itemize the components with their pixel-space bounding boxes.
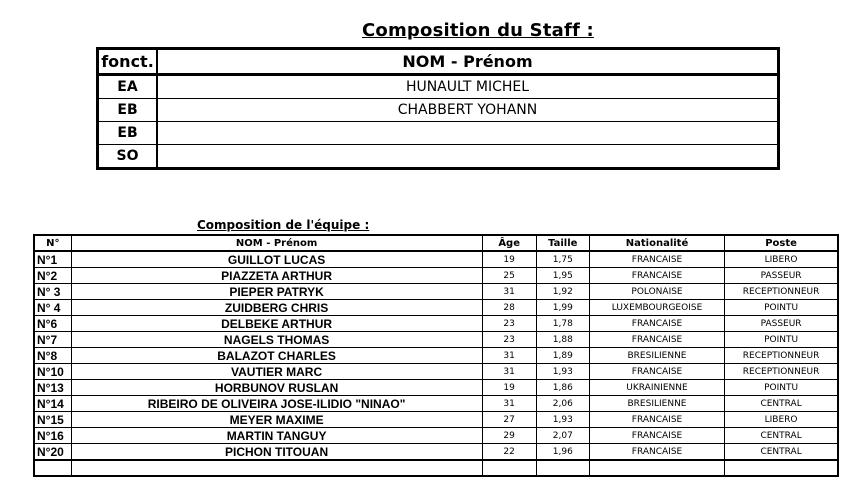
player-height: 1,88	[536, 332, 589, 348]
player-nationality: FRANCAISE	[589, 364, 724, 380]
table-row	[34, 348, 838, 364]
player-number: N° 4	[34, 300, 71, 316]
player-number: N° 3	[34, 284, 71, 300]
player-number: N°13	[34, 380, 71, 396]
player-nationality: UKRAINIENNE	[589, 380, 724, 396]
player-age: 31	[482, 284, 536, 300]
empty-cell	[589, 460, 724, 476]
team-table	[33, 234, 839, 477]
player-height: 1,96	[536, 444, 589, 461]
team-title: Composition de l'équipe :	[197, 218, 370, 232]
player-height: 1,75	[536, 251, 589, 268]
player-age: 19	[482, 380, 536, 396]
table-row	[34, 284, 838, 300]
player-nationality: FRANCAISE	[589, 251, 724, 268]
table-row	[34, 332, 838, 348]
table-row	[34, 396, 838, 412]
player-nationality: BRESILIENNE	[589, 396, 724, 412]
player-number: N°1	[34, 251, 71, 268]
player-position: RECEPTIONNEUR	[725, 348, 838, 364]
player-age: 31	[482, 348, 536, 364]
player-nationality: FRANCAISE	[589, 316, 724, 332]
empty-cell	[536, 460, 589, 476]
player-height: 1,78	[536, 316, 589, 332]
team-header-poste: Poste	[725, 235, 838, 251]
staff-fonction: SO	[98, 145, 158, 169]
player-height: 2,07	[536, 428, 589, 444]
staff-title: Composition du Staff :	[362, 20, 594, 41]
staff-row	[98, 145, 779, 169]
table-row	[34, 428, 838, 444]
player-number: N°6	[34, 316, 71, 332]
table-row	[34, 364, 838, 380]
player-height: 1,93	[536, 412, 589, 428]
staff-header-row	[98, 49, 779, 75]
player-height: 1,95	[536, 268, 589, 284]
player-height: 1,89	[536, 348, 589, 364]
player-name: PIEPER PATRYK	[71, 284, 482, 300]
player-nationality: FRANCAISE	[589, 332, 724, 348]
player-position: POINTU	[725, 380, 838, 396]
empty-cell	[34, 460, 71, 476]
player-nationality: FRANCAISE	[589, 268, 724, 284]
player-position: POINTU	[725, 300, 838, 316]
team-header-nationalite: Nationalité	[589, 235, 724, 251]
staff-fonction: EA	[98, 75, 158, 99]
staff-header-fonction: fonct.	[98, 49, 158, 75]
empty-row	[34, 460, 838, 476]
staff-nom	[157, 145, 779, 169]
player-age: 31	[482, 364, 536, 380]
team-header-num: N°	[34, 235, 71, 251]
player-number: N°14	[34, 396, 71, 412]
table-row	[34, 316, 838, 332]
player-position: LIBERO	[725, 251, 838, 268]
player-name: BALAZOT CHARLES	[71, 348, 482, 364]
player-nationality: POLONAISE	[589, 284, 724, 300]
player-position: CENTRAL	[725, 444, 838, 461]
team-header-nom: NOM - Prénom	[71, 235, 482, 251]
staff-header-nom: NOM - Prénom	[157, 49, 779, 75]
player-nationality: LUXEMBOURGEOISE	[589, 300, 724, 316]
table-row	[34, 251, 838, 268]
player-position: PASSEUR	[725, 268, 838, 284]
player-number: N°15	[34, 412, 71, 428]
player-name: ZUIDBERG CHRIS	[71, 300, 482, 316]
empty-cell	[71, 460, 482, 476]
player-position: RECEPTIONNEUR	[725, 284, 838, 300]
player-number: N°7	[34, 332, 71, 348]
player-name: GUILLOT LUCAS	[71, 251, 482, 268]
player-position: LIBERO	[725, 412, 838, 428]
player-height: 1,93	[536, 364, 589, 380]
staff-nom: CHABBERT YOHANN	[157, 99, 779, 122]
player-name: NAGELS THOMAS	[71, 332, 482, 348]
staff-nom	[157, 122, 779, 145]
staff-fonction: EB	[98, 122, 158, 145]
team-header-taille: Taille	[536, 235, 589, 251]
player-number: N°16	[34, 428, 71, 444]
staff-table	[96, 47, 780, 170]
player-height: 1,99	[536, 300, 589, 316]
player-name: VAUTIER MARC	[71, 364, 482, 380]
player-age: 31	[482, 396, 536, 412]
player-name: MEYER MAXIME	[71, 412, 482, 428]
team-header-age: Âge	[482, 235, 536, 251]
player-number: N°8	[34, 348, 71, 364]
player-number: N°10	[34, 364, 71, 380]
staff-fonction: EB	[98, 99, 158, 122]
player-name: RIBEIRO DE OLIVEIRA JOSE-ILIDIO "NINAO"	[71, 396, 482, 412]
player-name: PICHON TITOUAN	[71, 444, 482, 461]
player-age: 23	[482, 316, 536, 332]
player-name: HORBUNOV RUSLAN	[71, 380, 482, 396]
player-position: PASSEUR	[725, 316, 838, 332]
empty-cell	[725, 460, 838, 476]
player-nationality: FRANCAISE	[589, 428, 724, 444]
player-age: 22	[482, 444, 536, 461]
staff-row	[98, 75, 779, 99]
table-row	[34, 380, 838, 396]
player-age: 27	[482, 412, 536, 428]
player-position: POINTU	[725, 332, 838, 348]
player-name: DELBEKE ARTHUR	[71, 316, 482, 332]
player-position: RECEPTIONNEUR	[725, 364, 838, 380]
player-age: 29	[482, 428, 536, 444]
player-height: 1,92	[536, 284, 589, 300]
player-nationality: FRANCAISE	[589, 444, 724, 461]
staff-row	[98, 122, 779, 145]
player-position: CENTRAL	[725, 428, 838, 444]
player-height: 1,86	[536, 380, 589, 396]
player-name: MARTIN TANGUY	[71, 428, 482, 444]
table-row	[34, 412, 838, 428]
empty-cell	[482, 460, 536, 476]
player-age: 28	[482, 300, 536, 316]
player-nationality: BRESILIENNE	[589, 348, 724, 364]
player-age: 25	[482, 268, 536, 284]
player-age: 23	[482, 332, 536, 348]
player-age: 19	[482, 251, 536, 268]
table-row	[34, 268, 838, 284]
player-nationality: FRANCAISE	[589, 412, 724, 428]
table-row	[34, 300, 838, 316]
player-number: N°2	[34, 268, 71, 284]
staff-nom: HUNAULT MICHEL	[157, 75, 779, 99]
player-height: 2,06	[536, 396, 589, 412]
table-row	[34, 444, 838, 461]
player-name: PIAZZETA ARTHUR	[71, 268, 482, 284]
staff-row	[98, 99, 779, 122]
player-number: N°20	[34, 444, 71, 461]
team-header-row	[34, 235, 838, 251]
player-position: CENTRAL	[725, 396, 838, 412]
